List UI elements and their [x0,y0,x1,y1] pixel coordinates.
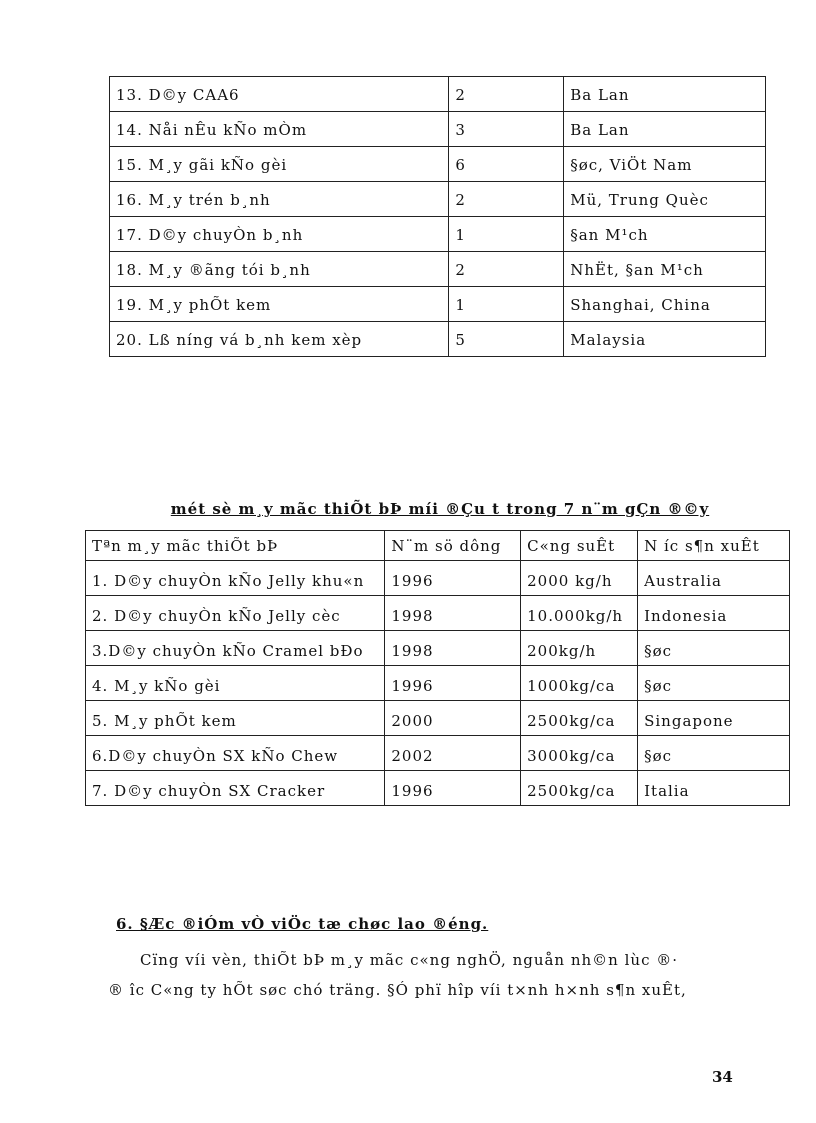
origin-cell: Singapone [638,701,790,736]
table-row [86,701,790,736]
paragraph-line: Cïng víi vèn, thiÕt bÞ m¸y mãc c«ng nghÖ, nguån nh©n lùc ®· [140,951,679,969]
paragraph-line: ® îc C«ng ty hÕt søc chó träng. §Ó phï hîp víi t×nh h×nh s¶n xuÊt, [108,981,687,999]
table-row [110,287,766,322]
table-header-row [86,531,790,561]
equipment-name-cell: 15. M¸y gãi kÑo gèi [110,147,449,182]
equipment-name-cell: 17. D©y chuyÒn b¸nh [110,217,449,252]
page-number: 34 [712,1068,733,1086]
quantity-cell: 2 [449,252,564,287]
capacity-cell: 1000kg/ca [521,666,638,701]
origin-cell: Australia [638,561,790,596]
quantity-cell: 3 [449,112,564,147]
table-row [110,217,766,252]
capacity-cell: 2500kg/ca [521,771,638,806]
header-capacity: C«ng suÊt [521,531,638,561]
origin-cell: §an M¹ch [564,217,766,252]
year-cell: 1998 [385,596,521,631]
header-equipment-name: Tªn m¸y mãc thiÕt bÞ [86,531,385,561]
equipment-name-cell: 4. M¸y kÑo gèi [86,666,385,701]
quantity-cell: 5 [449,322,564,357]
table-row [86,771,790,806]
equipment-name-cell: 6.D©y chuyÒn SX kÑo Chew [86,736,385,771]
equipment-name-cell: 20. Lß níng vá b¸nh kem xèp [110,322,449,357]
capacity-cell: 2000 kg/h [521,561,638,596]
body-paragraph [108,945,748,1005]
origin-cell: Shanghai, China [564,287,766,322]
origin-cell: §øc, ViÖt Nam [564,147,766,182]
table-row [110,252,766,287]
table-row [110,112,766,147]
equipment-name-cell: 1. D©y chuyÒn kÑo Jelly khu«n [86,561,385,596]
table-row [110,322,766,357]
origin-cell: §øc [638,631,790,666]
origin-cell: §øc [638,736,790,771]
new-equipment-table-title: mét sè m¸y mãc thiÕt bÞ míi ®Çu t trong 7 n¨m gÇn ®©y [170,500,710,518]
capacity-cell: 10.000kg/h [521,596,638,631]
capacity-cell: 200kg/h [521,631,638,666]
origin-cell: Italia [638,771,790,806]
equipment-name-cell: 5. M¸y phÕt kem [86,701,385,736]
origin-cell: §øc [638,666,790,701]
equipment-table-continued [109,76,766,357]
table-row [110,147,766,182]
quantity-cell: 1 [449,217,564,252]
year-cell: 1998 [385,631,521,666]
section-heading: 6. §Æc ®iÓm vÒ viÖc tæ chøc lao ®éng. [116,915,489,933]
year-cell: 1996 [385,561,521,596]
equipment-name-cell: 2. D©y chuyÒn kÑo Jelly cèc [86,596,385,631]
table-row [86,666,790,701]
table-row [110,77,766,112]
capacity-cell: 3000kg/ca [521,736,638,771]
capacity-cell: 2500kg/ca [521,701,638,736]
year-cell: 1996 [385,666,521,701]
new-equipment-table [85,530,790,806]
table-row [86,596,790,631]
equipment-name-cell: 16. M¸y trén b¸nh [110,182,449,217]
quantity-cell: 6 [449,147,564,182]
year-cell: 2000 [385,701,521,736]
equipment-name-cell: 7. D©y chuyÒn SX Cracker [86,771,385,806]
table-row [86,561,790,596]
equipment-name-cell: 13. D©y CAA6 [110,77,449,112]
table-row [110,182,766,217]
year-cell: 1996 [385,771,521,806]
equipment-name-cell: 18. M¸y ®ãng tói b¸nh [110,252,449,287]
origin-cell: Ba Lan [564,112,766,147]
quantity-cell: 2 [449,182,564,217]
table-row [86,736,790,771]
equipment-name-cell: 14. Nåi nÊu kÑo mÒm [110,112,449,147]
equipment-name-cell: 19. M¸y phÕt kem [110,287,449,322]
origin-cell: Malaysia [564,322,766,357]
table-row [86,631,790,666]
quantity-cell: 1 [449,287,564,322]
quantity-cell: 2 [449,77,564,112]
origin-cell: Indonesia [638,596,790,631]
origin-cell: Mü, Trung Quèc [564,182,766,217]
year-cell: 2002 [385,736,521,771]
origin-cell: Ba Lan [564,77,766,112]
equipment-name-cell: 3.D©y chuyÒn kÑo Cramel bÐo [86,631,385,666]
header-year-of-use: N¨m sö dông [385,531,521,561]
origin-cell: NhËt, §an M¹ch [564,252,766,287]
header-origin-country: N íc s¶n xuÊt [638,531,790,561]
